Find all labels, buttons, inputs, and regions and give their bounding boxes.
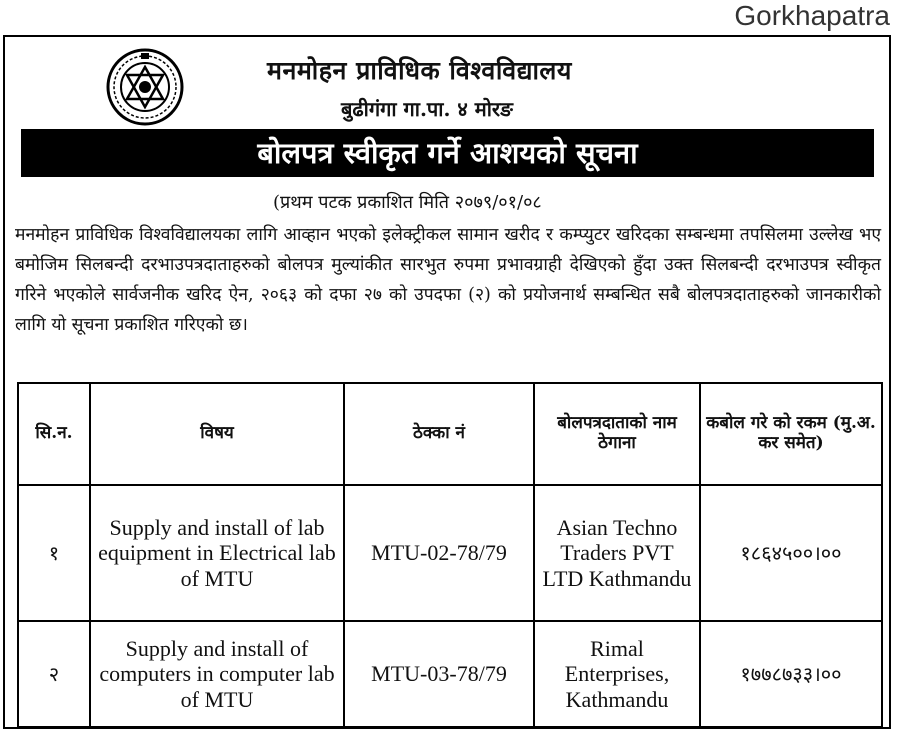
row-subject: Supply and install of lab equipment in Electrical lab of MTU [90,485,344,621]
row-bidder: Asian Techno Traders PVT LTD Kathmandu [534,485,700,621]
row-subject: Supply and install of computers in computer lab of MTU [90,621,344,727]
row-bidder: Rimal Enterprises, Kathmandu [534,621,700,727]
notice-body: मनमोहन प्राविधिक विश्वविद्यालयका लागि आव्हान भएको इलेक्ट्रीकल सामान खरीद र कम्प्युटर खरिदका सम्बन्धमा तपसिलमा उल्लेख भए बमोजिम सिलबन्दी दरभाउपत्रदाताहरुको बोलपत्र मुल्यांकीत सारभुत रुपमा प्रभावग्राही देखिएको हुँदा उक्त सिलबन्दी दरभाउपत्र स्वीकृत गरिने भएकोले सार्वजनीक खरिद ऐन, २०६३ को दफा २७ को उपदफा (२) को प्रयोजनार्थ सम्बन्धित सबै बोलपत्रदाताहरुको जानकारीको लागि यो सूचना प्रकाशित गरिएको छ। [15,225,881,335]
table-row [18,485,882,621]
row-amount: १८६४५००।०० [700,485,882,621]
publication-date: (प्रथम पटक प्रकाशित मिति २०७९/०१/०८ [273,192,542,213]
header-contract: ठेक्का नं [344,383,534,485]
bid-table [17,382,883,728]
university-address: बुढीगंगा गा.पा. ४ मोरङ [341,97,513,121]
header-sn: सि.न. [18,383,90,485]
header-bidder: बोलपत्रदाताको नाम ठेगाना [534,383,700,485]
header-subject: विषय [90,383,344,485]
notice-title: बोलपत्र स्वीकृत गर्ने आशयको सूचना [21,129,874,177]
row-sn: २ [18,621,90,727]
row-sn: १ [18,485,90,621]
university-name: मनमोहन प्राविधिक विश्वविद्यालय [267,56,572,85]
table-header-row [18,383,882,485]
row-contract: MTU-02-78/79 [344,485,534,621]
university-seal-icon [105,47,185,127]
newspaper-source-label: Gorkhapatra [734,0,890,31]
notice-frame [3,35,891,729]
table-row [18,621,882,727]
header-amount: कबोल गरे को रकम (मु.अ. कर समेत) [700,383,882,485]
row-amount: १७७८७३३।०० [700,621,882,727]
row-contract: MTU-03-78/79 [344,621,534,727]
